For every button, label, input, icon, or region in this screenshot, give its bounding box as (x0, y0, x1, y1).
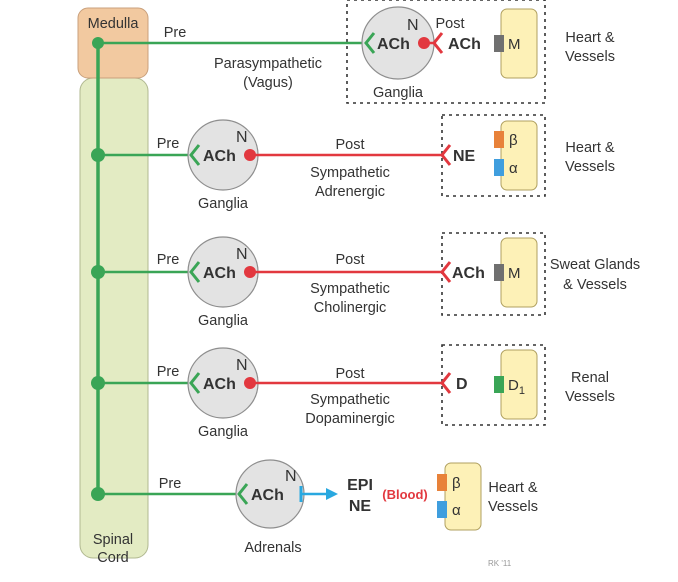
target-neurotransmitter: ACh (448, 36, 481, 53)
row-parasympathetic (92, 0, 615, 103)
row-adrenal (91, 460, 538, 556)
postganglionic-soma (244, 266, 256, 278)
fiber-label-line1: Sympathetic (310, 281, 390, 297)
fiber-label-line2: Cholinergic (313, 300, 387, 316)
effector-cell (501, 121, 537, 190)
target-neurotransmitter: ACh (452, 265, 485, 282)
medulla-label: Medulla (87, 16, 139, 32)
receptor-label-alpha: α (452, 502, 461, 519)
row-sympathetic-adrenergic (91, 115, 615, 212)
alpha-receptor (494, 159, 504, 176)
target-label-line2: Vessels (565, 49, 615, 65)
hormone-epi: EPI (347, 477, 373, 494)
receptor-label-beta: β (452, 475, 461, 492)
nicotinic-receptor-label: N (285, 468, 297, 485)
row-sympathetic-dopaminergic (91, 345, 615, 440)
pre-label: Pre (156, 136, 180, 152)
postganglionic-soma (244, 149, 256, 161)
beta-receptor (437, 474, 447, 491)
target-label-line1: Heart & (565, 30, 615, 46)
terminal-fork (442, 262, 450, 282)
target-label-line1: Heart & (565, 140, 615, 156)
target-label-line1: Heart & (488, 480, 538, 496)
post-label: Post (435, 16, 465, 32)
terminal-fork (442, 145, 450, 165)
beta-receptor (494, 131, 504, 148)
fiber-label-line1: Sympathetic (310, 392, 390, 408)
row-sympathetic-cholinergic (91, 233, 640, 329)
pre-label: Pre (156, 364, 180, 380)
ganglion-neurotransmitter: ACh (377, 36, 410, 53)
arrow-icon (326, 488, 338, 500)
nicotinic-receptor-label: N (236, 129, 248, 146)
ganglion-neurotransmitter: ACh (203, 376, 236, 393)
fiber-label-line1: Sympathetic (310, 165, 390, 181)
target-neurotransmitter: NE (453, 148, 476, 165)
ganglia-label: Ganglia (198, 196, 248, 212)
fiber-label-line2: Adrenergic (314, 184, 386, 200)
receptor-label-d: $D_1$ (508, 377, 525, 397)
target-label-line1: Renal (571, 370, 609, 386)
terminal-fork (434, 33, 442, 53)
pre-label: Pre (163, 25, 187, 41)
alpha-receptor (437, 501, 447, 518)
target-label-line2: & Vessels (563, 277, 627, 293)
target-label-line2: Vessels (488, 499, 538, 515)
target-label-line2: Vessels (565, 159, 615, 175)
pre-label: Pre (158, 476, 182, 492)
fiber-label-line2: (Vagus) (243, 75, 293, 91)
adrenal-neurotransmitter: ACh (251, 487, 284, 504)
ganglia-label: Ganglia (198, 424, 248, 440)
target-label-line1: Sweat Glands (549, 257, 641, 273)
receptor-label-alpha: α (509, 160, 518, 177)
postganglionic-soma (418, 37, 430, 49)
post-label: Post (335, 252, 365, 268)
post-label: Post (335, 137, 365, 153)
pre-label: Pre (156, 252, 180, 268)
ganglia-label: Ganglia (373, 85, 423, 101)
spinal-cord-label-line2: Cord (97, 550, 129, 566)
post-label: Post (335, 366, 365, 382)
target-label-line2: Vessels (565, 389, 615, 405)
effector-cell (445, 463, 481, 530)
fiber-label-line2: Dopaminergic (305, 411, 395, 427)
author-credit: RK '11 (488, 559, 512, 568)
muscarinic-receptor (494, 264, 504, 281)
nicotinic-receptor-label: N (236, 246, 248, 263)
ganglion-neurotransmitter: ACh (203, 265, 236, 282)
hormone-ne: NE (348, 498, 372, 515)
spinal-cord-column (80, 78, 148, 558)
nicotinic-receptor-label: N (236, 357, 248, 374)
receptor-label-m: M (508, 265, 521, 282)
ganglia-label: Ganglia (198, 313, 248, 329)
receptor-label-m: M (508, 36, 521, 53)
postganglionic-soma (244, 377, 256, 389)
dopamine-receptor (494, 376, 504, 393)
blood-label: (Blood) (382, 487, 428, 502)
nicotinic-receptor-label: N (407, 17, 419, 34)
spinal-cord-label-line1: Spinal (92, 532, 134, 548)
target-neurotransmitter: D (456, 376, 468, 393)
receptor-label-beta: β (509, 132, 518, 149)
adrenals-label: Adrenals (244, 540, 302, 556)
muscarinic-receptor (494, 35, 504, 52)
fiber-label-line1: Parasympathetic (214, 56, 322, 72)
ganglion-neurotransmitter: ACh (203, 148, 236, 165)
terminal-fork (442, 373, 450, 393)
